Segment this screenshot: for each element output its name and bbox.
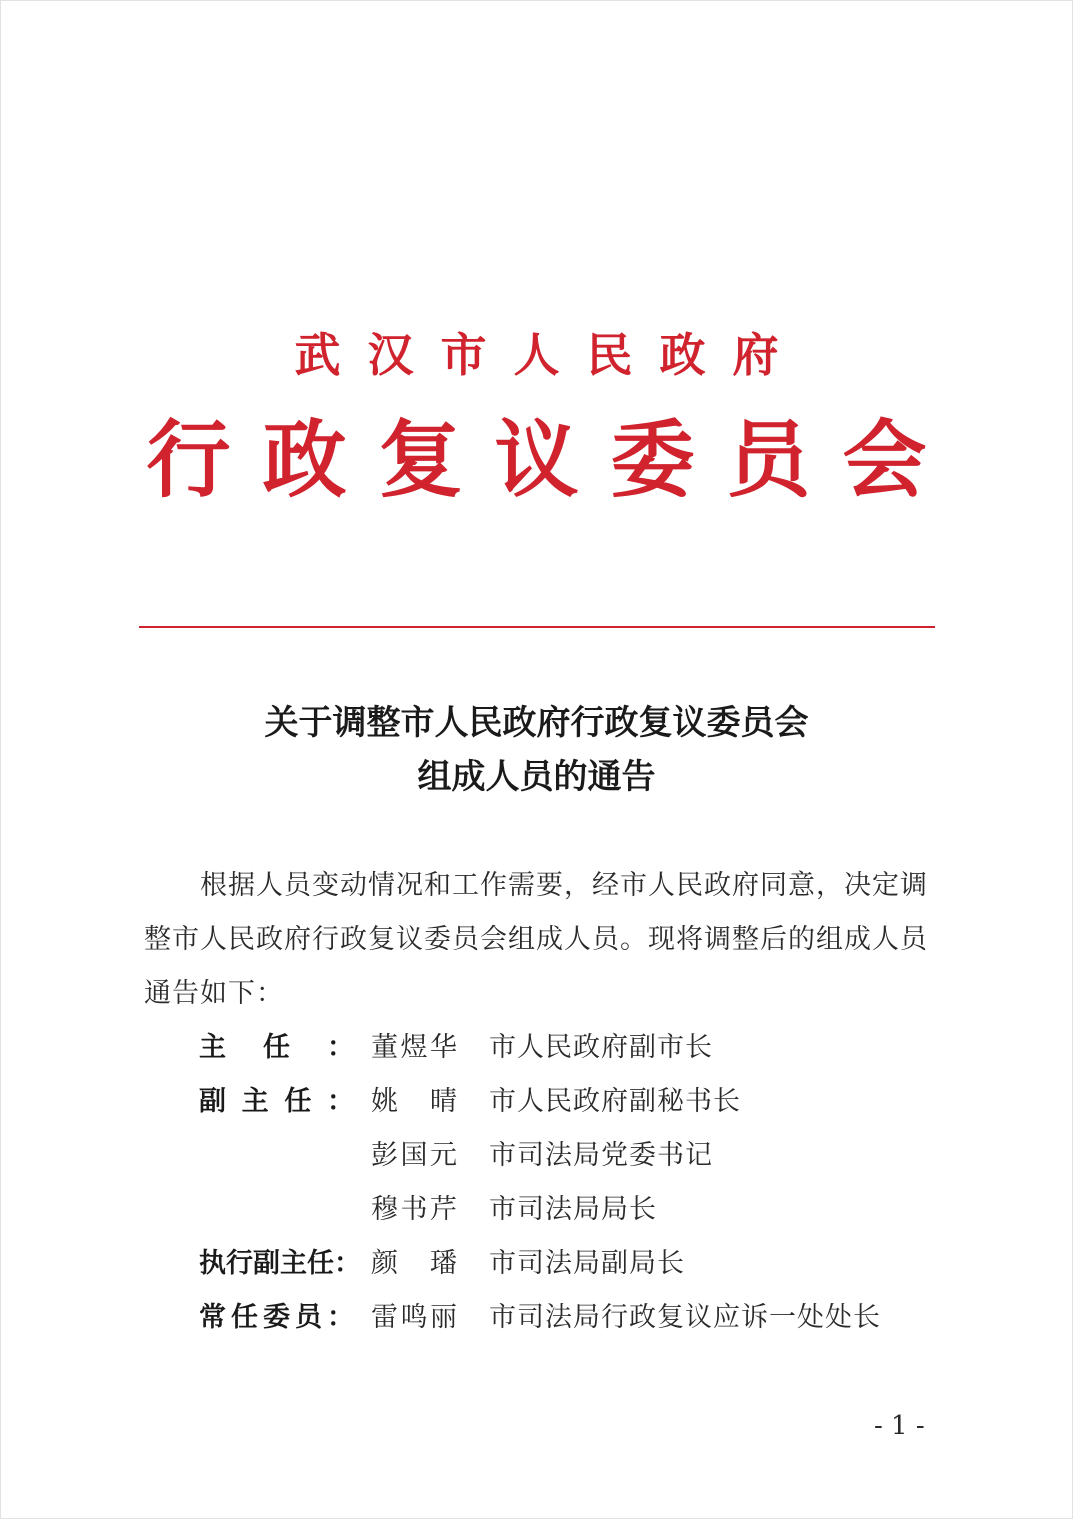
roster-member-name: 穆 书 芹 — [371, 1194, 457, 1225]
roster-member-name: 彭 国 元 — [371, 1140, 457, 1171]
roster-role: 副 主 任 ： — [199, 1086, 354, 1117]
roster-member-name: 雷 鸣 丽 — [371, 1302, 457, 1333]
roster-member-position: 市司法局行政复议应诉一处处长 — [489, 1302, 881, 1333]
roster-member-position: 市司法局局长 — [489, 1194, 657, 1225]
roster-member-position: 市司法局党委书记 — [489, 1140, 713, 1171]
roster-role: 常 任 委 员 ： — [199, 1302, 354, 1333]
committee-name: 行政复议委员会 — [146, 411, 959, 509]
roster-role: 主 任 ： — [199, 1032, 354, 1063]
red-divider-rule — [139, 626, 935, 628]
body-paragraph-line2: 整市人民政府行政复议委员会组成人员。现将调整后的组成人员 — [144, 924, 928, 955]
notice-title-line2: 组成人员的通告 — [417, 757, 656, 797]
roster-member-name: 姚 晴 — [371, 1086, 457, 1117]
body-paragraph-line3: 通告如下： — [144, 978, 284, 1009]
roster-role: 执 行 副 主 任 ： — [199, 1248, 361, 1279]
notice-title-line1: 关于调整市人民政府行政复议委员会 — [264, 703, 809, 743]
roster-member-position: 市人民政府副秘书长 — [489, 1086, 741, 1117]
roster-member-name: 颜 璠 — [371, 1248, 457, 1279]
page-number: - 1 - — [874, 1411, 925, 1441]
issuing-authority: 武汉市人民政府 — [294, 328, 806, 382]
roster-member-position: 市司法局副局长 — [489, 1248, 685, 1279]
roster-member-name: 董 煜 华 — [371, 1032, 457, 1063]
roster-member-position: 市人民政府副市长 — [489, 1032, 713, 1063]
body-paragraph-line1: 根据人员变动情况和工作需要，经市人民政府同意，决定调 — [200, 870, 928, 901]
